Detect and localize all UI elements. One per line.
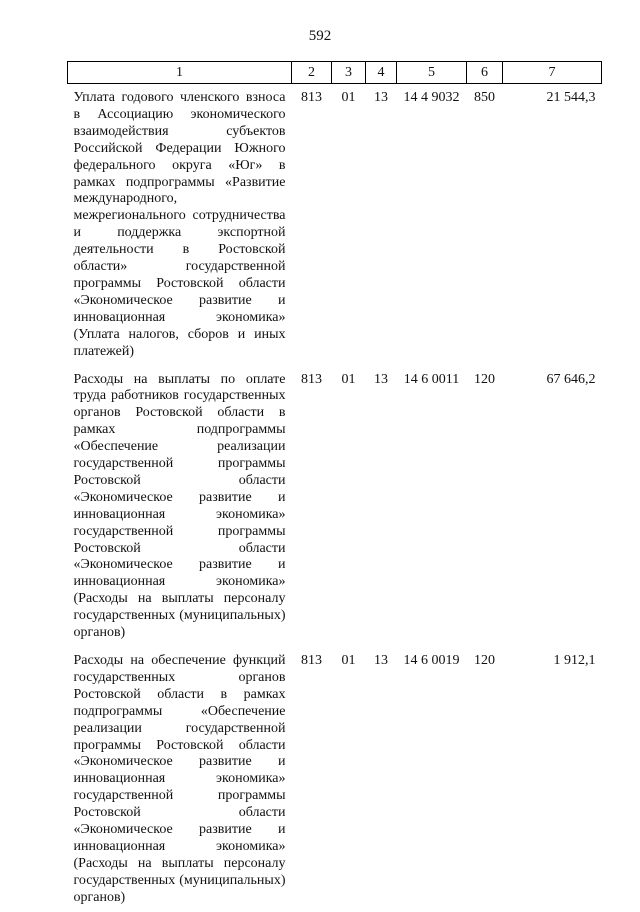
table-header-row [68,62,602,84]
subsection-code: 13 [374,653,388,668]
column-header-7: 7 [503,62,602,84]
ministry-code: 813 [301,90,322,105]
page-number: 592 [308,28,332,44]
row-description: Расходы на обеспечение функций государственных органов Ростовской области в рамках подпрограммы «Обеспечение реализации государственной программы Ростовской области «Экономическое развитие и инновационная экономика» государственной программы Ростовской области «Экономическое развитие и инновационная экономика» (Расходы на выплаты персоналу государственных (муниципальных) органов) [73,653,286,905]
column-header-3: 3 [332,62,366,84]
table-row [68,84,602,366]
subsection-code: 13 [374,371,388,387]
table-row [68,647,602,912]
expense-type-code: 120 [474,371,495,387]
amount-value: 67 646,2 [546,371,596,387]
column-header-5: 5 [397,62,467,84]
expense-type-code: 850 [474,90,495,105]
section-code: 01 [341,90,356,105]
subsection-code: 13 [374,90,388,105]
target-article-code: 14 4 9032 [403,90,460,105]
column-header-4: 4 [366,62,397,84]
expense-type-code: 120 [474,653,495,668]
target-article-code: 14 6 0011 [403,371,460,387]
amount-value: 21 544,3 [546,90,596,105]
column-header-1: 1 [68,62,292,84]
ministry-code: 813 [301,653,322,668]
column-header-2: 2 [292,62,332,84]
amount-value: 1 912,1 [553,653,596,668]
ministry-code: 813 [301,371,322,387]
target-article-code: 14 6 0019 [403,653,460,668]
column-header-6: 6 [467,62,503,84]
row-description: Уплата годового членского взноса в Ассоциацию экономического взаимодействия субъектов Российской Федерации Южного федерального округа «Юг» в рамках подпрограммы «Развитие международного, межрегионального сотрудничества и поддержка экспортной деятельности в Ростовской области» государственной программы Ростовской области «Экономическое развитие и инновационная экономика» (Уплата налогов, сборов и иных платежей) [73,90,286,359]
table-row [68,366,602,648]
budget-table [67,61,602,912]
section-code: 01 [341,371,356,387]
row-description: Расходы на выплаты по оплате труда работников государственных органов Ростовской области в рамках подпрограммы «Обеспечение реализации государственной программы Ростовской области «Экономическое развитие и инновационная экономика» государственной программы Ростовской области «Экономическое развитие и инновационная экономика» (Расходы на выплаты персоналу государственных (муниципальных) органов) [73,371,286,641]
section-code: 01 [341,653,356,668]
